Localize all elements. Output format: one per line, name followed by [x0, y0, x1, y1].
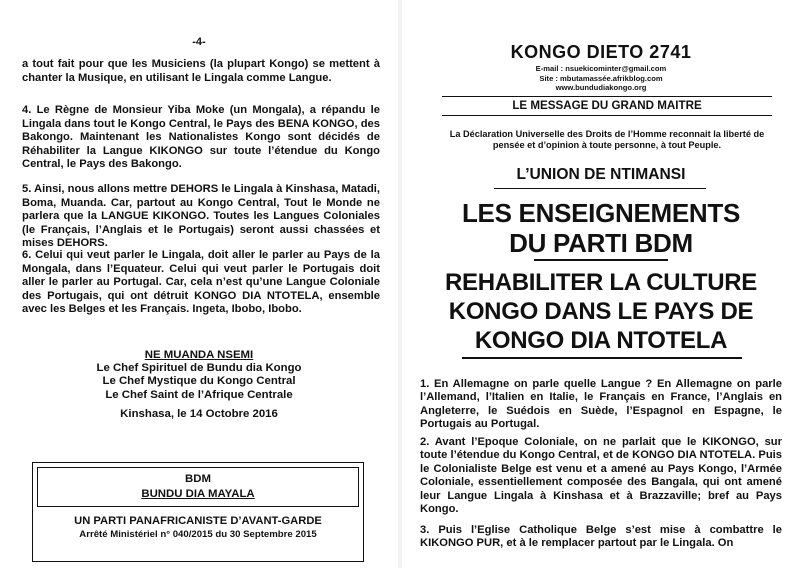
bdm-acronym: BDM — [185, 473, 211, 485]
paragraph-5: 5. Ainsi, nous allons mettre DEHORS le Lingala à Kinshasa, Matadi, Boma, Muanda. Car, partout au Kongo Central, Tout le Monde ne parlera que la LANGUE KIKONGO. Toutes les Langues Coloniales (le Français, l’Anglais et le Portugais) seront aussi chassées et mises DEHORS. — [22, 183, 380, 250]
sub-heading-line: KONGO DANS LE PAYS DE — [448, 298, 754, 325]
divider — [462, 357, 742, 359]
signatory-title: Le Chef Spirituel de Bundu dia Kongo — [96, 362, 302, 375]
contact-site: Site : mbutamassée.afrikblog.com — [539, 73, 663, 83]
signatory-title: Le Chef Saint de l’Afrique Centrale — [105, 388, 293, 401]
newsletter-title: KONGO DIETO 2741 — [510, 42, 692, 62]
paragraph-4: 4. Le Règne de Monsieur Yiba Moke (un Mongala), a répandu le Lingala dans tout le Kongo Central, le Pays des BENA KONGO, des Bakongo. Maintenant les Nationalistes Kongo sont décidés de Réhabiliter la Langue KIKONGO sur toute l’étendue du Kongo Central, le Pays des Bakongo. — [22, 104, 380, 171]
bdm-fullname: BUNDU DIA MAYALA — [141, 488, 255, 500]
main-heading-line: LES ENSEIGNEMENTS — [461, 198, 741, 228]
message-header: LE MESSAGE DU GRAND MAITRE — [442, 96, 772, 116]
left-page — [0, 0, 398, 568]
signatory-title: Le Chef Mystique du Kongo Central — [102, 375, 296, 388]
union-heading: L’UNION DE NTIMANSI — [516, 166, 686, 183]
contact-web: www.bundudiakongo.org — [555, 83, 647, 93]
declaration-quote: La Déclaration Universelle des Droits de l’Homme reconnait la liberté de pensée et d’opinion à toute personne, à tout Peuple. — [449, 129, 765, 151]
contact-block — [402, 64, 800, 93]
bdm-party-tagline: UN PARTI PANAFRICANISTE D’AVANT-GARDE — [74, 515, 322, 527]
right-page — [402, 0, 800, 568]
paragraph-1: 1. En Allemagne on parle quelle Langue ? En Allemagne on parle l’Allemand, l’Italien en Italie, le Français en France, l’Anglais en Angleterre, le Suédois en Suède, l’Espagnol en Espagne, le Portugais au Portugal. — [420, 378, 782, 431]
paragraph-6: 6. Celui qui veut parler le Lingala, doit aller le parler au Pays de la Mongala, dans l’Equateur. Celui qui veut parler le Portugais doit aller le parler au Portugal. Car, cela n’est qu’une Langue Coloniale des Portugais, qui ont détruit KONGO DIA NTOTELA, ensemble avec les Belges et les Français. Ingeta, Ibobo, Ibobo. — [22, 249, 380, 316]
date-line: Kinshasa, le 14 Octobre 2016 — [120, 408, 278, 420]
contact-email: E-mail : nsuekicominter@gmail.com — [535, 64, 667, 73]
paragraph-2: 2. Avant l’Epoque Coloniale, on ne parlait que le KIKONGO, sur toute l’étendue du Kongo Central, et de KONGO DIA NTOTELA. Puis le Colonialiste Belge est venu et a amené au Pays Kongo, l’Armée Coloniale, essentiellement composée des Bangala, qui ont amené leur Langue Lingala à Kinshasa et à Brazzaville; bref au Pays Kongo. — [420, 436, 782, 516]
sub-heading — [402, 268, 800, 355]
bdm-name-box — [37, 467, 359, 507]
divider — [534, 259, 668, 261]
main-heading-line: DU PARTI BDM — [509, 228, 693, 258]
signatory-name: NE MUANDA NSEMI — [144, 349, 254, 361]
paragraph-continued: a tout fait pour que les Musiciens (la plupart Kongo) se mettent à chanter la Musique, en utilisant le Lingala comme Langue. — [22, 58, 380, 84]
main-heading — [402, 198, 800, 258]
page-number: -4- — [192, 36, 206, 48]
sub-heading-line: KONGO DIA NTOTELA — [474, 327, 728, 354]
bdm-decree: Arrêté Ministériel n° 040/2015 du 30 Septembre 2015 — [79, 529, 317, 540]
signature-block — [0, 349, 398, 402]
sub-heading-line: REHABILITER LA CULTURE — [444, 269, 758, 296]
divider — [494, 188, 706, 189]
paragraph-3: 3. Puis l’Eglise Catholique Belge s’est mise à combattre le KIKONGO PUR, et à le remplacer partout par le Lingala. On — [420, 524, 782, 550]
bdm-box — [32, 462, 364, 562]
